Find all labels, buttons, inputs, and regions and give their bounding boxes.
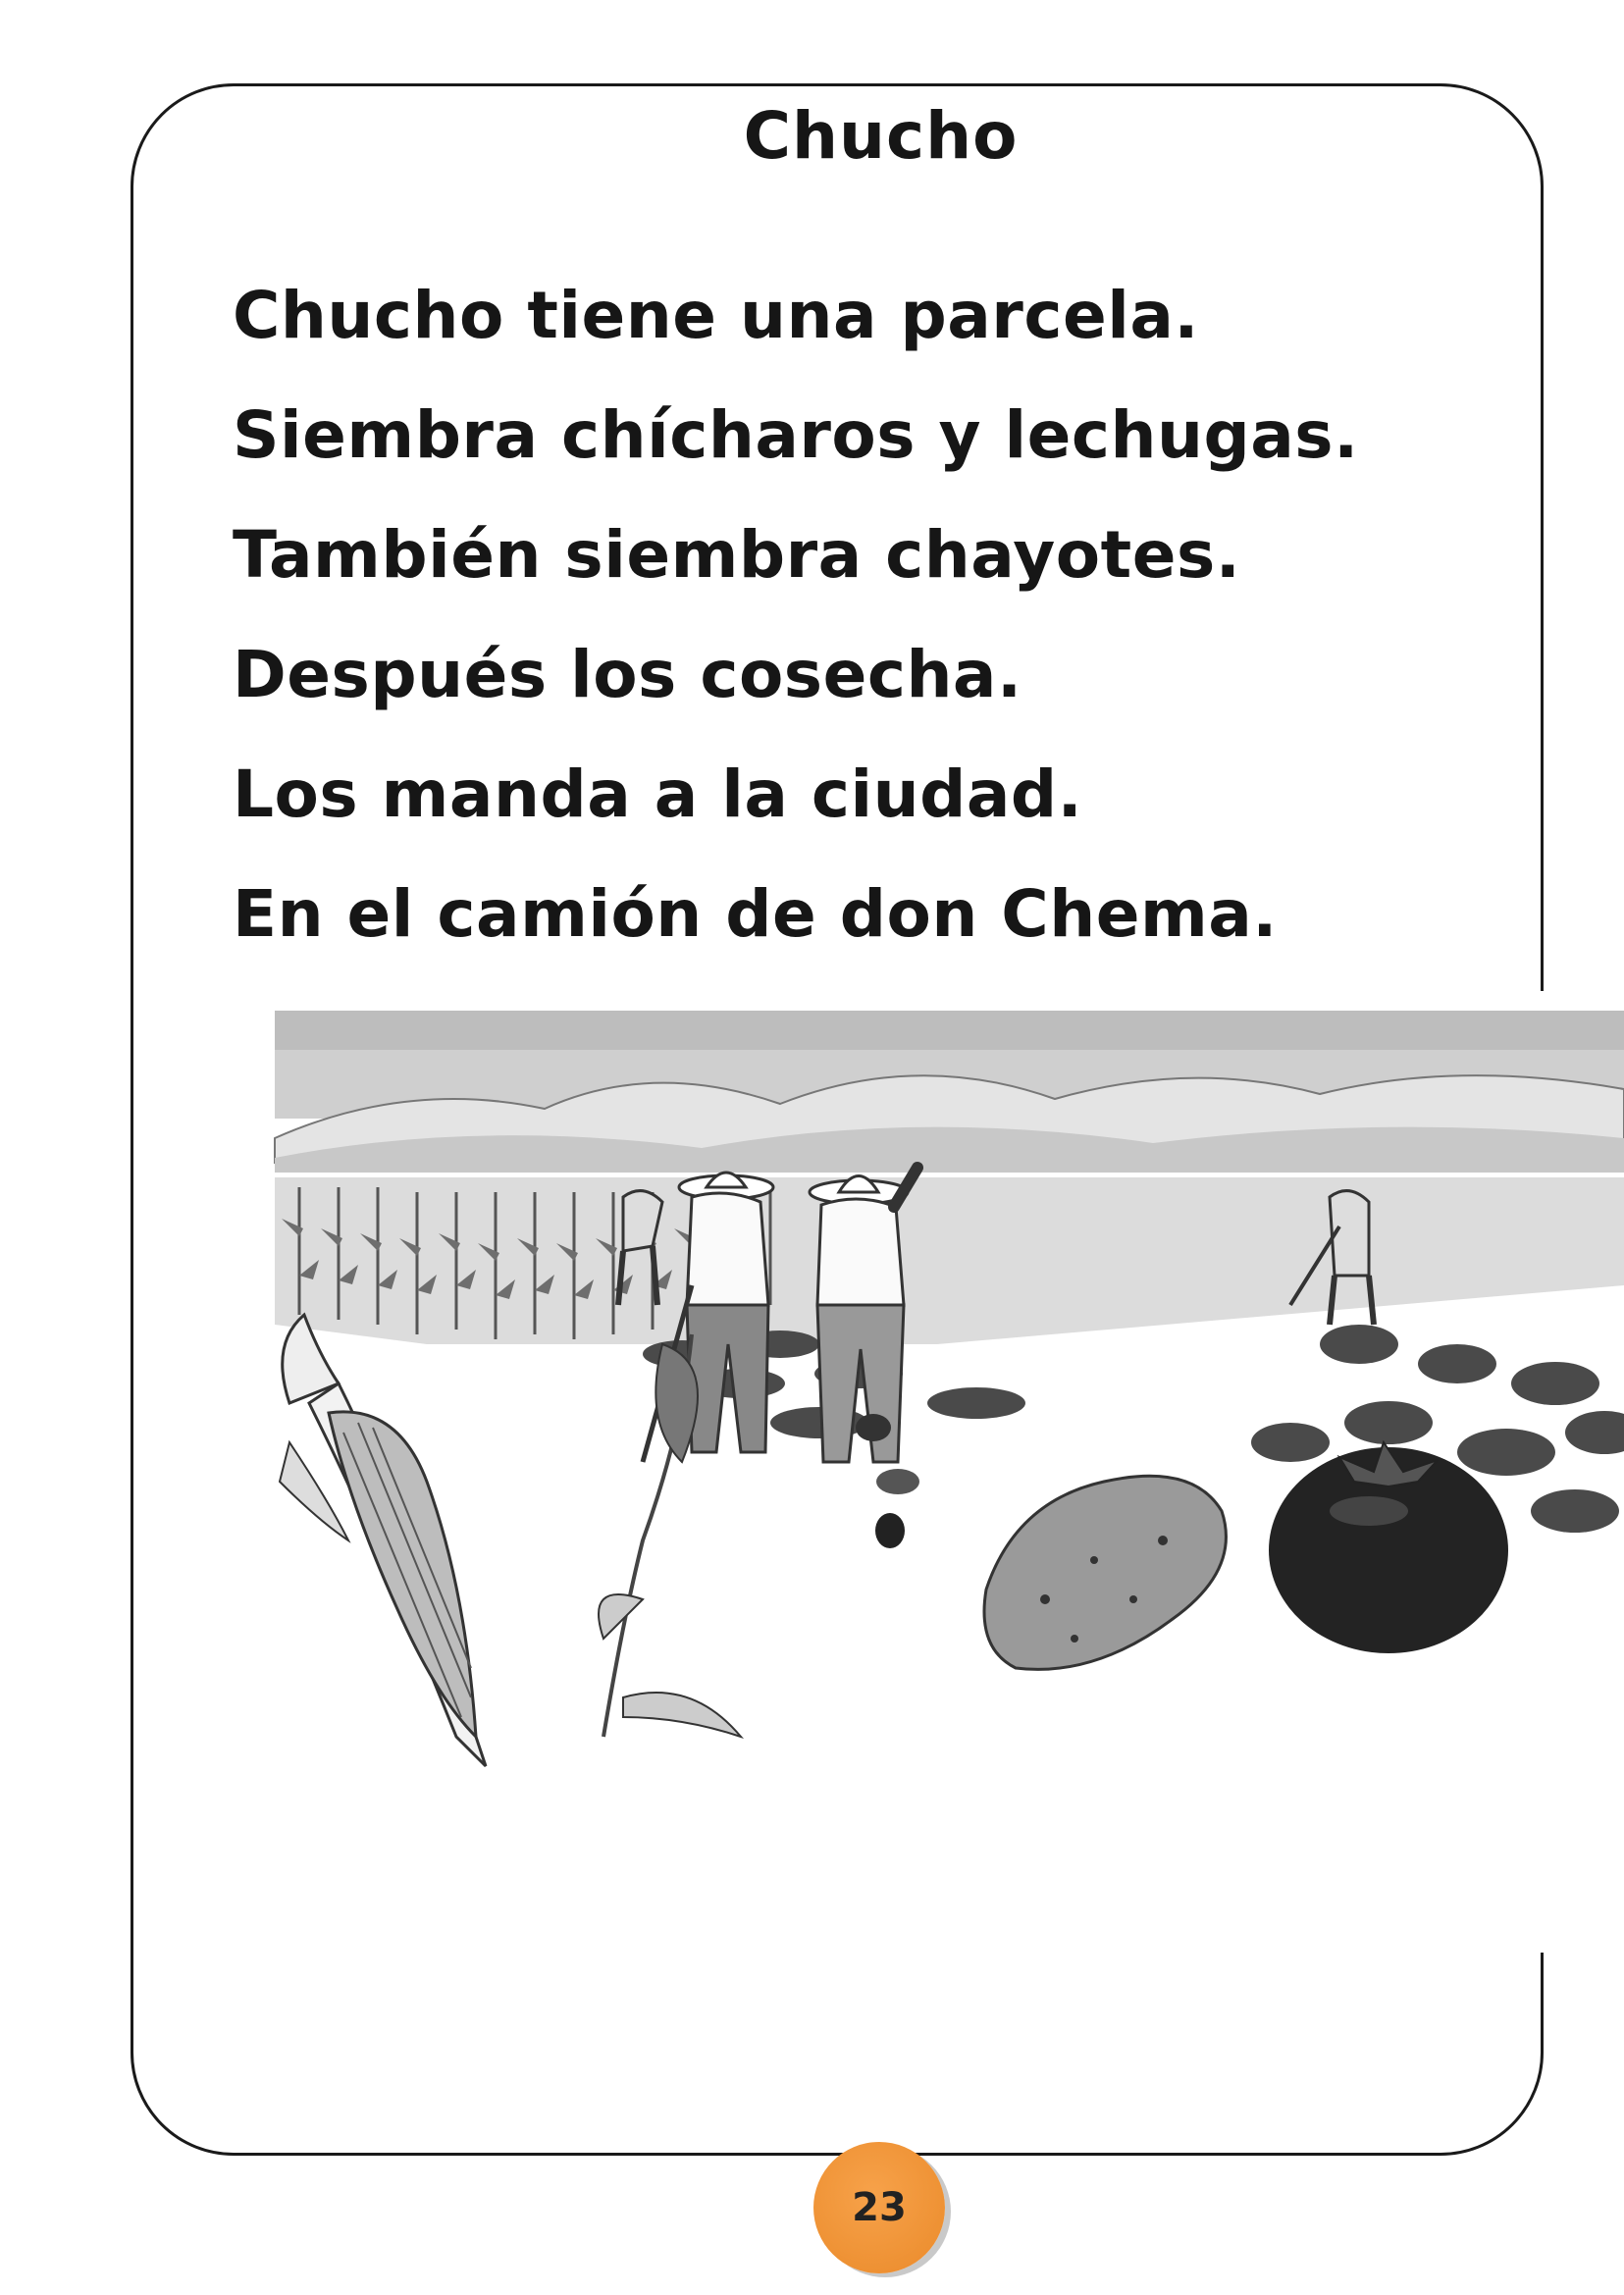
story-line: Después los cosecha. [233,637,1022,712]
story-line: También siembra chayotes. [233,517,1241,593]
farm-illustration [231,991,1624,1923]
tomato-illustration [1269,1442,1508,1653]
story-line: Chucho tiene una parcela. [233,278,1199,353]
page-number: 23 [852,2185,907,2230]
story-line: En el camión de don Chema. [233,876,1278,952]
story-line: Siembra chícharos y lechugas. [233,397,1359,473]
story-text [233,267,1359,985]
beans-illustration [856,1414,919,1548]
corn-illustration [280,1315,486,1766]
story-line: Los manda a la ciudad. [233,756,1083,832]
page-number-badge [813,2142,945,2273]
page-title: Chucho [743,98,1019,174]
potato-illustration [984,1476,1226,1669]
